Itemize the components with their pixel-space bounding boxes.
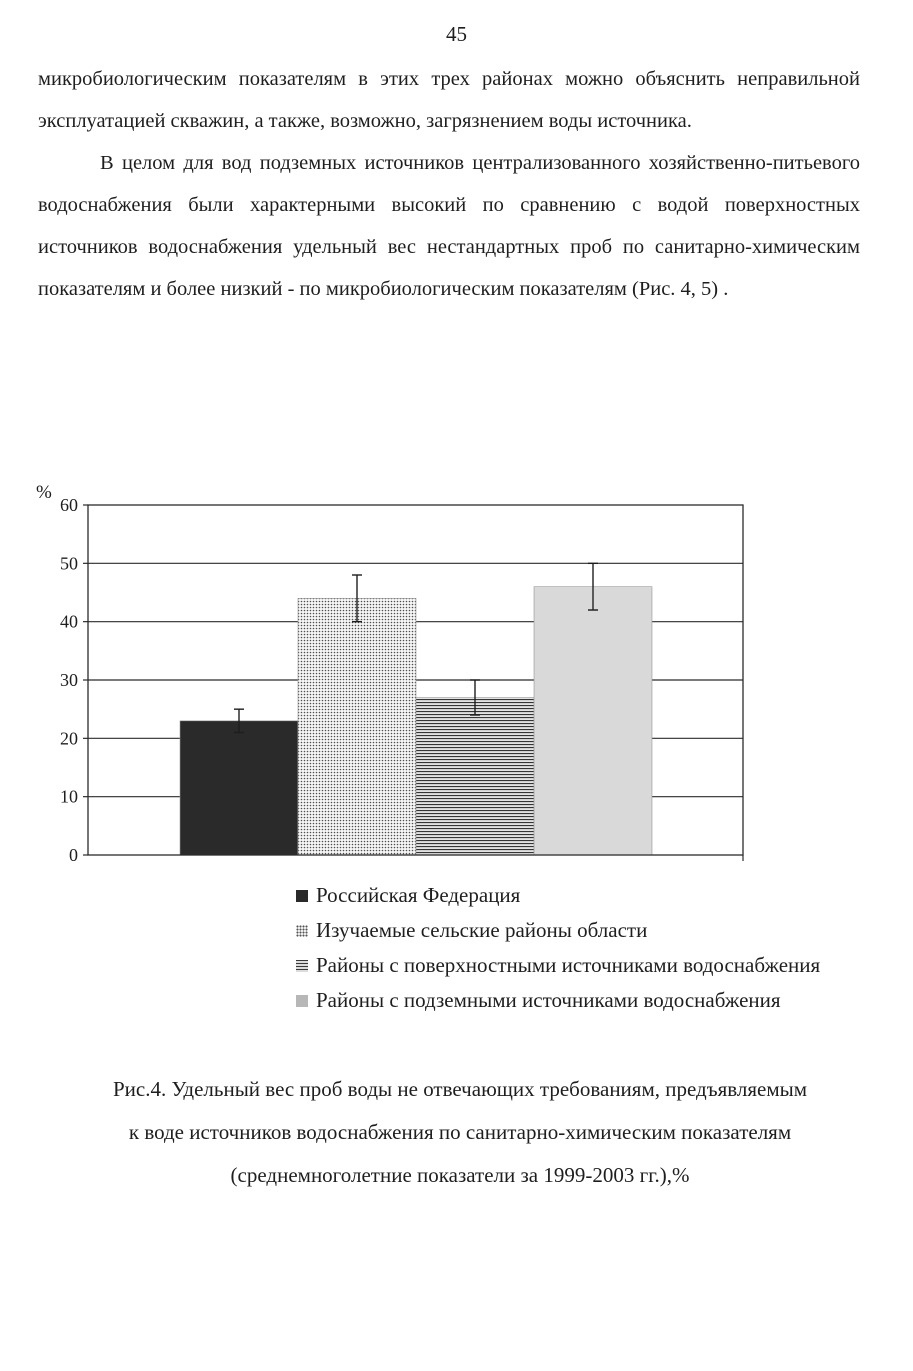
y-tick-label: 0	[69, 845, 78, 865]
y-tick-label: 50	[60, 553, 78, 574]
y-tick-label: 60	[60, 495, 78, 515]
legend-label: Изучаемые сельские районы области	[316, 918, 648, 942]
legend-item-rural-districts	[296, 913, 886, 948]
page-number: 45	[446, 22, 467, 46]
y-tick-label: 30	[60, 670, 78, 690]
body-text	[38, 58, 860, 310]
legend-swatch-fine-dotted	[296, 995, 308, 1007]
legend-item-surface-sources	[296, 948, 886, 983]
paragraph-1: микробиологическим показателям в этих трех районах можно объяснить неправильной эксплуатацией скважин, а также, возможно, загрязнением воды источника.	[38, 68, 860, 132]
legend-swatch-striped	[296, 960, 308, 972]
legend-swatch-dotted	[296, 925, 308, 937]
figure-caption	[30, 1068, 890, 1197]
paragraph-2: В целом для вод подземных источников централизованного хозяйственно-питьевого водоснабжения были характерными высокий по сравнению с водой поверхностных источников водоснабжения удельный вес нестандартных проб по санитарно-химическим показателям и более низкий - по микробиологическим показателям (Рис. 4, 5) .	[38, 152, 860, 300]
bar	[298, 598, 416, 855]
caption-line: Рис.4. Удельный вес проб воды не отвечающих требованиям, предъявляемым	[112, 1077, 808, 1101]
bar-chart	[30, 480, 760, 870]
legend-item-russia	[296, 878, 886, 913]
bar	[416, 698, 534, 856]
bar	[534, 587, 652, 855]
caption-line: к воде источников водоснабжения по санитарно-химическим показателям	[128, 1120, 792, 1144]
legend-label: Районы с поверхностными источниками водоснабжения	[316, 953, 821, 977]
y-axis-unit: %	[36, 482, 52, 503]
y-tick-label: 20	[60, 728, 78, 749]
legend-swatch-solid	[296, 890, 308, 902]
legend-label: Районы с подземными источниками водоснабжения	[316, 988, 781, 1012]
y-tick-label: 40	[60, 611, 78, 632]
bar	[180, 721, 298, 855]
caption-line: (среднемноголетние показатели за 1999-2003 гг.),%	[230, 1163, 690, 1187]
chart-legend	[296, 878, 886, 1018]
y-tick-label: 10	[60, 786, 78, 807]
legend-item-underground-sources	[296, 983, 886, 1018]
legend-label: Российская Федерация	[316, 883, 521, 907]
